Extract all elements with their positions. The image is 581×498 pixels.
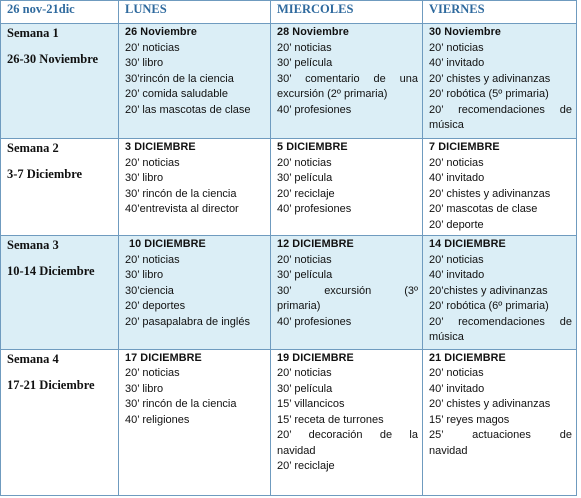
- week-cell: [1, 24, 119, 139]
- friday-cell: [423, 349, 577, 495]
- activity: 20’ noticias: [277, 156, 332, 169]
- week-row: [1, 139, 577, 236]
- activity: 20’ noticias: [429, 156, 484, 169]
- activity: primaria): [277, 300, 321, 313]
- day-title: 10 DICIEMBRE: [129, 238, 206, 251]
- week-dates: 17-21 Diciembre: [7, 377, 95, 392]
- day-title: 5 DICIEMBRE: [277, 141, 348, 154]
- activity: 20’ recomendaciones de: [429, 103, 572, 116]
- date-range-header: 26 nov-21dic: [1, 1, 119, 24]
- header-row: [1, 1, 577, 24]
- monday-cell: [119, 24, 271, 139]
- activity: 20’ noticias: [429, 367, 484, 380]
- activity: 40’ profesiones: [277, 315, 352, 328]
- activity: 20’ deportes: [125, 300, 186, 313]
- activity: 40’entrevista al director: [125, 203, 239, 216]
- activity: 30’ciencia: [125, 284, 174, 297]
- week-cell: [1, 349, 119, 495]
- activity: 40’ invitado: [429, 172, 485, 185]
- activity: 30’ libro: [125, 269, 164, 282]
- week-cell: [1, 139, 119, 236]
- activity: 40’ profesiones: [277, 103, 352, 116]
- day-title: 17 DICIEMBRE: [125, 351, 202, 364]
- friday-cell: [423, 24, 577, 139]
- week-dates: 26-30 Noviembre: [7, 52, 99, 66]
- activity: 20’chistes y adivinanzas: [429, 284, 548, 297]
- activity: 20’ robótica (6º primaria): [429, 300, 549, 313]
- week-dates: 10-14 Diciembre: [7, 264, 95, 279]
- monday-header: LUNES: [119, 1, 271, 24]
- wednesday-header: MIERCOLES: [271, 1, 423, 24]
- week-row: [1, 24, 577, 139]
- activity: excursión (2º primaria): [277, 88, 388, 100]
- activity: 30’ libro: [125, 57, 164, 69]
- activity: 25’ actuaciones de: [429, 429, 572, 442]
- activity: 30’ libro: [125, 172, 164, 185]
- day-title: 7 DICIEMBRE: [429, 141, 500, 154]
- activity: 15’ villancicos: [277, 398, 345, 411]
- week-row: [1, 349, 577, 495]
- activity: 30’ comentario de una: [277, 72, 418, 85]
- activity: 30’ película: [277, 172, 333, 185]
- activity: 20’ noticias: [125, 156, 180, 169]
- week-row: [1, 236, 577, 349]
- day-title: 30 Noviembre: [429, 26, 502, 38]
- activity: 20’ noticias: [277, 367, 332, 380]
- activity: 30’ excursión (3º: [277, 284, 418, 297]
- activity: 30’ libro: [125, 382, 164, 395]
- activity: 30’ rincón de la ciencia: [125, 398, 237, 411]
- week-label: Semana 4: [7, 351, 59, 366]
- activity: 20’ noticias: [125, 367, 180, 380]
- day-title: 21 DICIEMBRE: [429, 351, 506, 364]
- activity: 20’ comida saludable: [125, 88, 228, 100]
- activity: 20’ noticias: [429, 253, 484, 266]
- activity: 20’ decoración de la: [277, 429, 418, 442]
- week-cell: [1, 236, 119, 349]
- wednesday-cell: [271, 24, 423, 139]
- activity: 30’ rincón de la ciencia: [125, 187, 237, 200]
- day-title: 12 DICIEMBRE: [277, 238, 354, 251]
- activity: 20’ chistes y adivinanzas: [429, 72, 551, 85]
- week-label: Semana 1: [7, 26, 59, 40]
- activity: 20’ reciclaje: [277, 460, 335, 473]
- day-title: 3 DICIEMBRE: [125, 141, 196, 154]
- activity: 20’ chistes y adivinanzas: [429, 187, 551, 200]
- activity: 20’ reciclaje: [277, 187, 335, 200]
- week-label: Semana 2: [7, 141, 59, 156]
- day-title: 14 DICIEMBRE: [429, 238, 506, 251]
- activity: 40’ profesiones: [277, 203, 352, 216]
- activity: 20’ noticias: [277, 41, 332, 54]
- monday-cell: [119, 349, 271, 495]
- day-title: 26 Noviembre: [125, 26, 198, 38]
- friday-header: VIERNES: [423, 1, 577, 24]
- activity: 40’ religiones: [125, 413, 190, 426]
- friday-cell: [423, 139, 577, 236]
- activity: 30’rincón de la ciencia: [125, 72, 234, 85]
- week-dates: 3-7 Diciembre: [7, 167, 83, 182]
- activity: 20’ mascotas de clase: [429, 203, 538, 216]
- activity: 20’ noticias: [429, 41, 484, 54]
- activity: 15’ receta de turrones: [277, 413, 384, 426]
- activity: 20’ noticias: [125, 41, 180, 54]
- activity: 30’ película: [277, 269, 333, 282]
- activity: navidad: [429, 444, 468, 457]
- activity: navidad: [277, 444, 316, 457]
- monday-cell: [119, 139, 271, 236]
- activity: 20’ chistes y adivinanzas: [429, 398, 551, 411]
- activity: 20’ las mascotas de clase: [125, 103, 251, 116]
- activity: 20’ noticias: [277, 253, 332, 266]
- activity: 20’ pasapalabra de inglés: [125, 315, 250, 328]
- activity: música: [429, 119, 464, 131]
- activity: 20’ recomendaciones de: [429, 315, 572, 328]
- activity: 30’ película: [277, 382, 333, 395]
- activity: 40’ invitado: [429, 269, 485, 282]
- day-title: 19 DICIEMBRE: [277, 351, 354, 364]
- week-label: Semana 3: [7, 238, 59, 253]
- wednesday-cell: [271, 349, 423, 495]
- activity: música: [429, 331, 464, 344]
- activity: 20’ robótica (5º primaria): [429, 88, 549, 100]
- activity: 20’ noticias: [125, 253, 180, 266]
- activity: 15’ reyes magos: [429, 413, 510, 426]
- day-title: 28 Noviembre: [277, 26, 350, 38]
- activity: 40’ invitado: [429, 57, 485, 69]
- activity: 20’ deporte: [429, 218, 484, 231]
- monday-cell: [119, 236, 271, 349]
- activity: 30’ película: [277, 57, 333, 69]
- wednesday-cell: [271, 236, 423, 349]
- wednesday-cell: [271, 139, 423, 236]
- friday-cell: [423, 236, 577, 349]
- activity: 40’ invitado: [429, 382, 485, 395]
